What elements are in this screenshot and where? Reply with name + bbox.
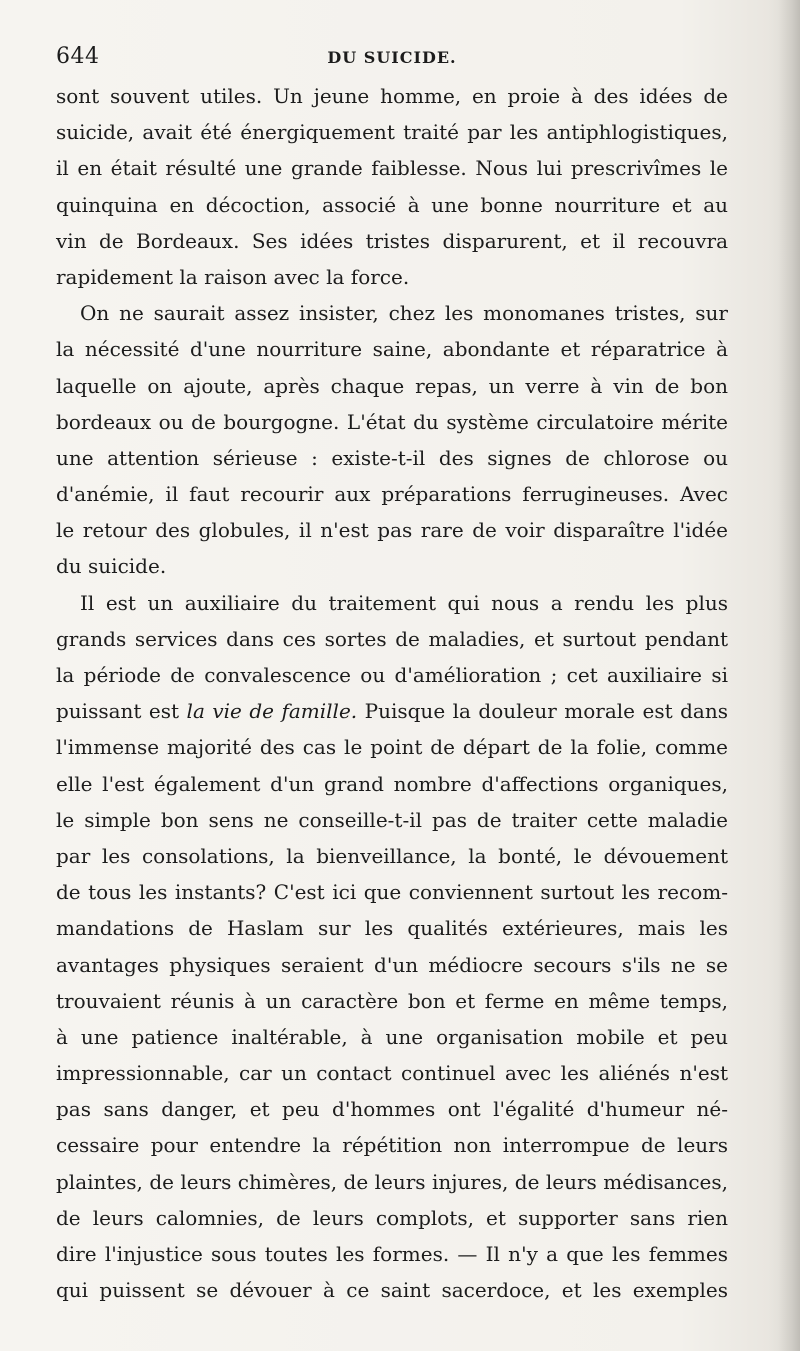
text-line: la période de convalescence ou d'amélioration ; cet auxiliaire si xyxy=(56,663,728,687)
text-line: quinquina en décoction, associé à une bonne nourriture et au xyxy=(56,192,728,217)
text-fragment: puissant est xyxy=(56,699,187,724)
text-line: cessaire pour entendre la répétition non interrompue de leurs xyxy=(56,1133,728,1158)
text-line: d'anémie, il faut recourir aux préparations ferrugineuses. Avec xyxy=(56,482,728,507)
text-line: qui puissent se dévouer à ce saint sacerdoce, et les exemples xyxy=(56,1278,728,1303)
text-line: la nécessité d'une nourriture saine, abondante et réparatrice à xyxy=(56,337,728,362)
text-line: laquelle on ajoute, après chaque repas, un verre à vin de bon xyxy=(56,373,728,398)
text-line: impressionnable, car un contact continuel avec les aliénés n'est xyxy=(56,1061,728,1086)
text-line: On ne saurait assez insister, chez les monomanes tristes, sur xyxy=(80,301,728,326)
text-line: une attention sérieuse : existe-t-il des signes de chlorose ou xyxy=(56,445,728,470)
text-line: l'immense majorité des cas le point de départ de la folie, comme xyxy=(56,735,728,760)
text-line: bordeaux ou de bourgogne. L'état du système circulatoire mérite xyxy=(56,409,728,434)
text-line: Il est un auxiliaire du traitement qui nous a rendu les plus xyxy=(80,590,728,615)
text-line: elle l'est également d'un grand nombre d'affections organiques, xyxy=(56,771,728,796)
text-line: par les consolations, la bienveillance, la bonté, le dévouement xyxy=(56,843,728,868)
text-line: de tous les instants? C'est ici que conviennent surtout les recom- xyxy=(56,880,728,905)
page-header xyxy=(56,44,728,78)
text-line: le simple bon sens ne conseille-t-il pas de traiter cette maladie xyxy=(56,807,728,832)
page-number: 644 xyxy=(56,44,100,69)
text-line xyxy=(56,693,728,729)
text-fragment: Puisque la douleur morale est dans xyxy=(357,699,728,724)
text-line: il en était résulté une grande faiblesse. Nous lui prescrivîmes le xyxy=(56,156,728,181)
text-line: à une patience inaltérable, à une organisation mobile et peu xyxy=(56,1024,728,1049)
page-spine-shadow xyxy=(778,0,800,1351)
text-line: rapidement la raison avec la force. xyxy=(56,264,410,289)
text-line: mandations de Haslam sur les qualités extérieures, mais les xyxy=(56,916,728,941)
text-line: de leurs calomnies, de leurs complots, et supporter sans rien xyxy=(56,1205,728,1230)
body-text xyxy=(56,78,728,1308)
text-line: sont souvent utiles. Un jeune homme, en proie à des idées de xyxy=(56,84,728,108)
text-line: avantages physiques seraient d'un médiocre secours s'ils ne se xyxy=(56,952,728,977)
text-line: pas sans danger, et peu d'hommes ont l'égalité d'humeur né- xyxy=(56,1097,728,1122)
text-line: suicide, avait été énergiquement traité par les antiphlogistiques, xyxy=(56,120,728,145)
text-line: trouvaient réunis à un caractère bon et ferme en même temps, xyxy=(56,988,728,1013)
text-line: grands services dans ces sortes de maladies, et surtout pendant xyxy=(56,626,728,651)
text-line: plaintes, de leurs chimères, de leurs injures, de leurs médisances, xyxy=(56,1169,728,1194)
text-line: vin de Bordeaux. Ses idées tristes disparurent, et il recouvra xyxy=(56,228,728,253)
running-title: DU SUICIDE. xyxy=(327,48,457,67)
text-line: le retour des globules, il n'est pas rare de voir disparaître l'idée xyxy=(56,518,728,543)
text-line: dire l'injustice sous toutes les formes. — Il n'y a que les femmes xyxy=(56,1242,728,1266)
italic-phrase: la vie de famille. xyxy=(186,699,358,724)
text-line: du suicide. xyxy=(56,554,167,579)
